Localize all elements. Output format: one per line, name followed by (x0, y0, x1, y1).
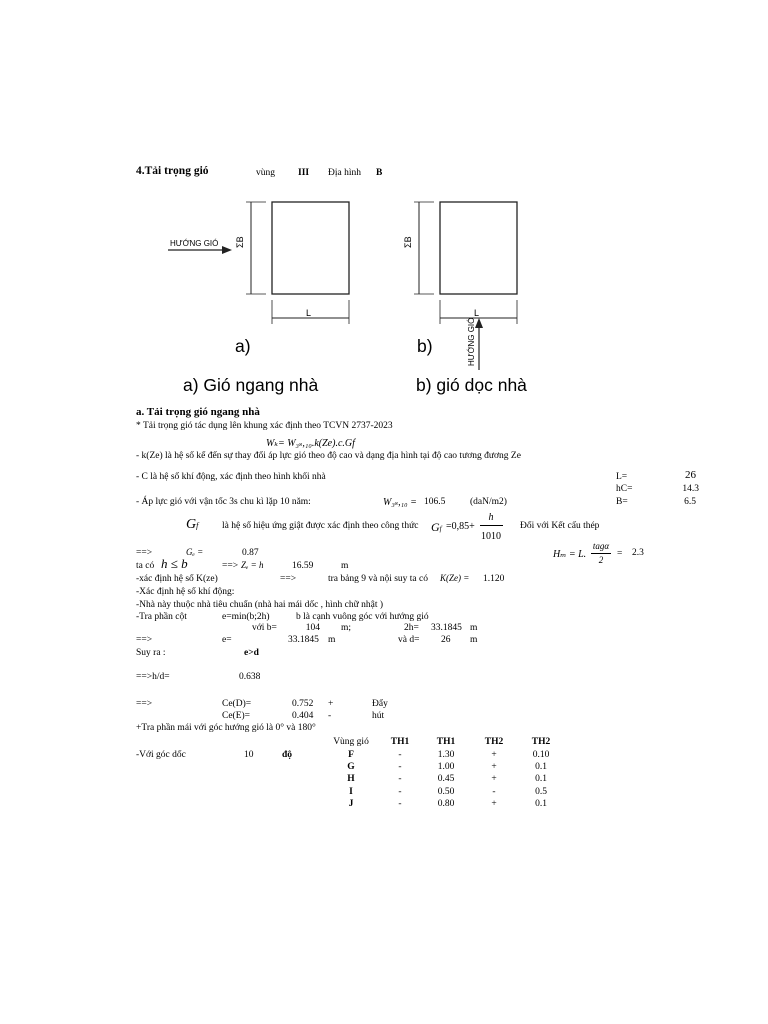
twoh-label: 2h= (404, 623, 419, 633)
table-cell: I (349, 787, 353, 797)
dim-label-l-b: L (474, 308, 480, 318)
hd-label: ==>h/d= (136, 672, 170, 682)
ced-sign: + (328, 699, 334, 709)
table-header: Vùng gió (333, 737, 369, 747)
column-line: -Tra phần cột (136, 612, 187, 622)
arrow-text: ==> (136, 635, 153, 645)
table-cell: - (398, 750, 402, 760)
hd-value: 0.638 (239, 672, 261, 682)
table-header: TH2 (484, 737, 504, 747)
gf-formula-num: h (488, 512, 494, 523)
arrow-text: ==> (136, 699, 153, 709)
plan-rect-a (272, 202, 349, 294)
dim-label-b-a: ΣB (235, 236, 245, 248)
table-cell: - (398, 799, 402, 809)
arrow-text: ==> (136, 548, 153, 558)
w3s-value: 106.5 (424, 497, 446, 507)
building-line: -Nhà này thuộc nhà tiêu chuẩn (nhà hai mái dốc , hình chữ nhật ) (136, 600, 384, 610)
dim-label-b-b: ΣB (403, 236, 413, 248)
d-unit: m (470, 635, 478, 645)
hm-value: 2.3 (632, 548, 644, 558)
wind-formula: Wₖ= W₃ₛ,₁₀.k(Ze).c.Gf (266, 438, 355, 449)
e-gt-d: e>d (244, 648, 259, 658)
gf-formula-note: Đối với Kết cấu thép (520, 521, 600, 531)
ced-desc: Đẩy (372, 699, 388, 709)
table-cell: 0.1 (535, 774, 547, 784)
ze-value: 16.59 (292, 561, 314, 571)
plan-rect-b (440, 202, 517, 294)
slope-unit: độ (282, 750, 293, 760)
gf-calc-value: 0.87 (242, 548, 259, 558)
table-cell: + (491, 762, 497, 772)
table-cell: 0.1 (535, 799, 547, 809)
b-unit: m; (341, 623, 352, 633)
gf-formula-mid: =0,85+ (446, 521, 475, 532)
table-cell: 0.1 (535, 762, 547, 772)
with-b-label: với b= (252, 623, 277, 633)
B-label: B= (616, 497, 628, 507)
twoh-value: 33.1845 (431, 623, 462, 633)
ced-value: 0.752 (292, 699, 314, 709)
table-cell: - (492, 787, 496, 797)
table-header: TH2 (531, 737, 551, 747)
dim-label-l-a: L (306, 308, 312, 318)
hC-label: hC= (616, 484, 633, 494)
arrow-head-icon (222, 246, 232, 254)
c-description: - C là hệ số khí động, xác định theo hình khối nhà (136, 472, 326, 482)
fraction-bar (591, 553, 611, 554)
table-cell: 0.45 (437, 774, 455, 784)
e-formula: e=min(b;2h) (222, 612, 270, 622)
gf-symbol: Gf (186, 517, 199, 532)
section-title: 4.Tải trọng gió (136, 165, 209, 177)
ced-label: Ce(D)= (222, 699, 252, 709)
table-cell: - (398, 787, 402, 797)
hm-formula-left: Hₘ = L. (553, 549, 587, 560)
gf-formula-den: 1010 (481, 531, 501, 542)
hm-formula-eq: = (617, 549, 623, 559)
table-header: TH1 (390, 737, 410, 747)
table-cell: 1.30 (437, 750, 455, 760)
zone-value: III (298, 168, 310, 178)
hm-formula-den: 2 (598, 555, 604, 565)
gf-formula-left: Gf (431, 520, 442, 534)
L-label: L= (616, 472, 628, 482)
roof-line: +Tra phần mái với góc hướng gió là 0° và 180° (136, 723, 316, 733)
w3s-label: W₃ₛ,₁₀ = (383, 497, 417, 508)
wind-label-b: HƯỚNG GIÓ (467, 317, 476, 366)
w3s-unit: (daN/m2) (470, 497, 507, 507)
cee-desc: hút (372, 711, 385, 721)
table-cell: J (348, 799, 354, 809)
hm-formula-num: tagα (592, 541, 610, 551)
fraction-bar (480, 525, 503, 526)
table-cell: - (398, 774, 402, 784)
section-a-title: a. Tải trọng gió ngang nhà (136, 406, 260, 418)
twoh-unit: m (470, 623, 478, 633)
kze-value: 1.120 (483, 574, 505, 584)
table-cell: H (347, 774, 355, 784)
suyra-text: Suy ra : (136, 648, 166, 658)
zone-label: vùng (256, 168, 275, 178)
e-label: e= (222, 635, 232, 645)
table-cell: 0.50 (437, 787, 455, 797)
terrain-label: Địa hình (328, 168, 361, 178)
B-value: 6.5 (684, 497, 696, 507)
e-unit: m (328, 635, 336, 645)
table-cell: 0.80 (437, 799, 455, 809)
table-cell: G (347, 762, 355, 772)
table-cell: + (491, 774, 497, 784)
gf-description: là hệ số hiệu ứng giật được xác định theo công thức (222, 521, 419, 531)
wind-label-a: HƯỚNG GIÓ (170, 239, 219, 248)
aero-line: -Xác định hệ số khí động: (136, 587, 235, 597)
section-a-intro: * Tải trọng gió tác dụng lên khung xác định theo TCVN 2737-2023 (136, 421, 393, 431)
arrow-text: ==> (222, 561, 239, 571)
arrow-text: ==> (280, 574, 297, 584)
pressure-description: - Áp lực gió với vận tốc 3s chu kì lặp 10 năm: (136, 497, 311, 507)
table-cell: F (348, 750, 354, 760)
gf-calc-label: Gₑ = (186, 547, 204, 557)
b-value: 104 (305, 623, 320, 633)
table-cell: 1.00 (437, 762, 455, 772)
table-cell: + (491, 750, 497, 760)
table-cell: 0.5 (535, 787, 547, 797)
b-description: b là cạnh vuông góc với hướng gió (296, 612, 429, 622)
kze-description: - k(Ze) là hệ số kể đến sự thay đổi áp lực gió theo độ cao và dạng địa hình tại độ cao tương đương Ze (136, 451, 521, 461)
cee-value: 0.404 (292, 711, 314, 721)
d-value: 26 (441, 635, 451, 645)
table-cell: + (491, 799, 497, 809)
slope-value: 10 (244, 750, 254, 760)
table-header: TH1 (436, 737, 456, 747)
kze-text: tra bảng 9 và nội suy ta có (328, 574, 428, 584)
terrain-value: B (376, 168, 383, 178)
slope-label: -Với góc dốc (136, 750, 186, 760)
caption-b: b) gió dọc nhà (416, 375, 527, 395)
e-value: 33.1845 (288, 635, 319, 645)
h-le-b: h ≤ b (161, 556, 188, 571)
table-cell: - (398, 762, 402, 772)
kze-label: K(Ze) = (440, 573, 470, 583)
cee-sign: - (328, 711, 332, 721)
L-value: 26 (685, 469, 696, 481)
sub-label-a: a) (235, 336, 251, 356)
caption-a: a) Gió ngang nhà (183, 375, 319, 395)
taco-text: ta có (136, 561, 155, 571)
d-label: và d= (398, 635, 420, 645)
sub-label-b: b) (417, 336, 433, 356)
cee-label: Ce(E)= (222, 711, 251, 721)
kze-line: -xác định hệ số K(ze) (136, 574, 218, 584)
table-cell: 0.10 (532, 750, 550, 760)
ze-unit: m (341, 561, 349, 571)
hC-value: 14.3 (682, 484, 699, 494)
ze-label: Zₑ = h (241, 560, 264, 570)
